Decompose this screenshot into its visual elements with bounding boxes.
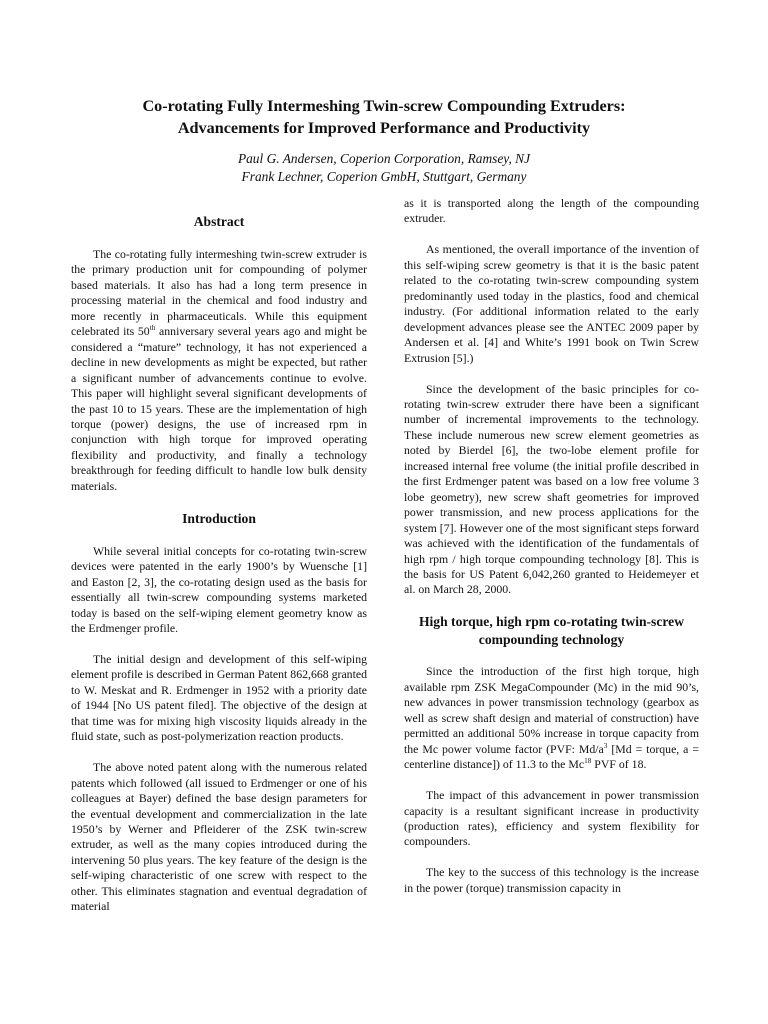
section-heading-line-2: compounding technology [478,632,625,648]
section-heading-line-1: High torque, high rpm co-rotating twin-screw [418,614,685,630]
introduction-heading: Introduction [182,510,256,526]
right-paragraph-6: The key to the success of this technology is the increase in the power (torque) transmission capacity in [404,865,699,895]
p4-text-c: PVF of 18. [591,757,647,772]
p4-superscript-2: 18 [584,756,592,766]
title-line-2: Advancements for Improved Performance and Productivity [177,119,591,137]
right-paragraph-4 [404,664,699,772]
author-1: Paul G. Andersen, Coperion Corporation, Ramsey, NJ [237,151,531,166]
abstract-superscript: th [149,323,156,333]
continued-paragraph: as it is transported along the length of the compounding extruder. [404,196,699,226]
p4-text-a: Since the introduction of the first high torque, high available rpm ZSK MegaCompounder (Mc) in the mid 90’s, new advances in power transmission technology (gearbox as well as screw shaft design and material of construction) have permitted an additional 50% increase in torque capacity from the Mc power volume factor (PVF: Md/a [404,664,699,756]
intro-paragraph-1: While several initial concepts for co-rotating twin-screw devices were patented in the early 1900’s by Wuensche [1] and Easton [2, 3], the co-rotating design used as the basis for essentially all twin-screw compounding systems marketed today is based on the self-wiping element geometry know as the Erdmenger profile. [71,543,367,636]
high-torque-section-heading [404,613,699,649]
abstract-heading: Abstract [193,214,245,229]
left-column [71,210,367,930]
intro-paragraph-3: The above noted patent along with the numerous related patents which followed (all issued to Erdmenger or one of his colleagues at Bayer) defined the base design parameters for the eventual development and commercialization in the late 1950’s by Werner and Pfleiderer of the ZSK twin-screw extruder, as well as the many copies introduced during the intervening 50 plus years. The key feature of the design is the self-wiping characteristic of one screw with respect to the other. This eliminates stagnation and eventual degradation of material [71,760,367,914]
right-paragraph-5: The impact of this advancement in power transmission capacity is a resultant significant increase in productivity (production rates), efficiency and system flexibility for compounders. [404,788,699,849]
right-paragraph-3: Since the development of the basic principles for co-rotating twin-screw extruder there have been a significant number of incremental improvements to the technology. These include numerous new screw element geometries as noted by Bierdel [6], the two-lobe element profile for increased internal free volume (the initial profile described in the first Erdmenger patent was based on a low free volume 3 lobe geometry), new screw shaft geometries for improved power transmission, and new process applications for the system [7]. However one of the most significant steps forward was achieved with the identification of the fundamentals of high rpm / high torque compounding technology [8]. This is the basis for US Patent 6,042,260 granted to Heidemeyer et al. on March 28, 2000. [404,381,699,597]
p4-text-b: [Md = torque, a = centerline distance]) of 11.3 to the Mc [404,741,699,772]
author-2: Frank Lechner, Coperion GmbH, Stuttgart, Germany [241,169,527,184]
right-column [404,196,699,930]
paper-title [0,95,768,139]
author-block [0,150,768,186]
abstract-text-b: anniversary several years ago and might be considered a “mature” technology, it has not experienced a decline in new developments as might be expected, but rather a significant number of advancements continue to evolve. This paper will highlight several significant developments of the past 10 to 15 years. These are the implementation of high torque (power) designs, the use of increased rpm in conjunction with high torque for improved operating flexibility and productivity, and finally a technology breakthrough for feeding difficult to handle low bulk density materials. [71,324,367,493]
abstract-paragraph [71,247,367,494]
title-line-1: Co-rotating Fully Intermeshing Twin-screw Compounding Extruders: [142,97,626,115]
intro-paragraph-2: The initial design and development of this self-wiping element profile is described in German Patent 862,668 granted to W. Meskat and R. Erdmenger in 1952 with a priority date of 1944 [No US patent filed]. The objective of the design at that time was for mixing high viscosity liquids already in the fluid state, such as post-polymerization reaction products. [71,651,367,744]
right-paragraph-2: As mentioned, the overall importance of the invention of this self-wiping screw geometry is that it is the basic patent related to the co-rotating twin-screw compounding system predominantly used today in the plastics, food and chemical industry. (For additional information related to the early development advances please see the ANTEC 2009 paper by Andersen et al. [4] and White’s 1991 book on Twin Screw Extrusion [5].) [404,242,699,365]
abstract-text-a: The co-rotating fully intermeshing twin-screw extruder is the primary production unit for compounding of polymer based materials. It also has had a long term presence in processing material in the chemical and food industry and more recently in pharmaceuticals. While this equipment celebrated its 50 [71,247,367,339]
p4-superscript-1: 3 [603,740,608,750]
two-column-body [0,196,768,930]
